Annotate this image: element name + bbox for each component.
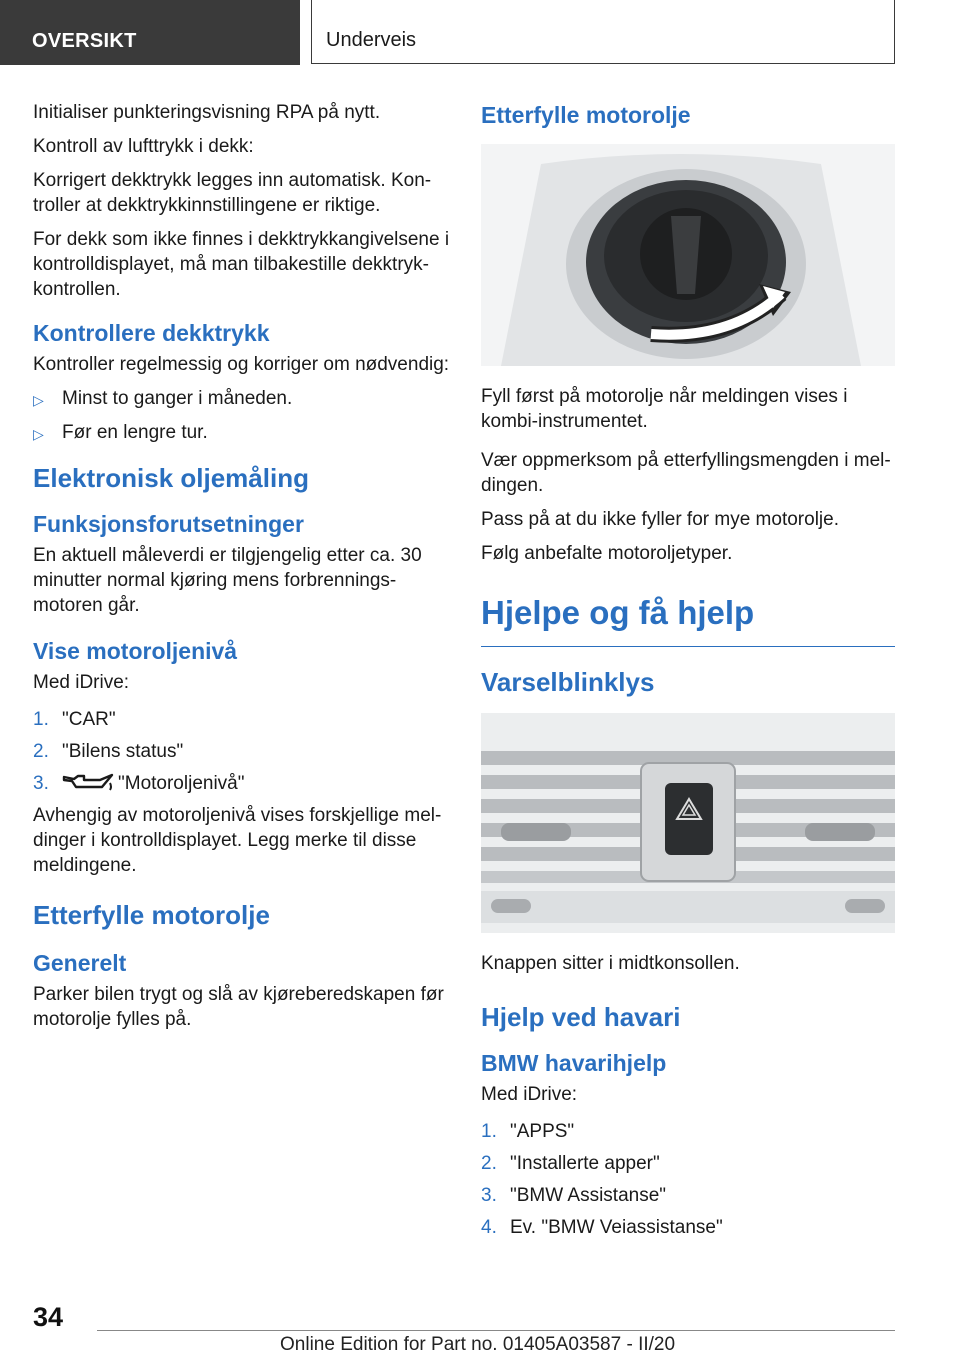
step-number: 3. <box>33 773 49 794</box>
step-text: "BMW Assistanse" <box>510 1185 667 1206</box>
footer-edition: Online Edition for Part no. 01405A03587 - II/20 <box>280 1334 676 1355</box>
oil-filler-cap-image <box>481 144 895 366</box>
right-column <box>481 100 895 1247</box>
assist-steps-list <box>481 1119 895 1240</box>
list-item <box>33 707 451 732</box>
step-number: 2. <box>481 1153 497 1174</box>
heading-breakdown-help: Hjelp ved havari <box>481 1002 681 1032</box>
paragraph-idrive-right: Med iDrive: <box>481 1084 578 1105</box>
tab-section-label: Underveis <box>326 29 417 51</box>
paragraph-corrected-pressure: Korrigert dekktrykk legges inn automatisk. Kontroller at dekktrykkinnstillingene er riktige. <box>33 170 432 216</box>
list-item <box>481 1215 895 1240</box>
step-number: 2. <box>33 741 49 762</box>
step-number: 1. <box>33 709 49 730</box>
list-item <box>481 1151 895 1176</box>
paragraph-idrive: Med iDrive: <box>33 672 130 693</box>
page-number: 34 <box>33 1302 64 1332</box>
left-column <box>33 100 451 1041</box>
paragraph-fill-amount: Vær oppmerksom på etterfyllingsmengden i meldingen. <box>481 450 891 496</box>
list-item-text: Minst to ganger i måneden. <box>62 388 293 409</box>
heading-refill-oil: Etterfylle motorolje <box>33 900 270 930</box>
list-item <box>481 1183 895 1208</box>
step-text: Ev. "BMW Veiassistanse" <box>510 1217 723 1238</box>
step-number: 3. <box>481 1185 497 1206</box>
step-text: "Bilens status" <box>62 741 184 762</box>
tab-section[interactable] <box>311 0 895 64</box>
step-text: "CAR" <box>62 709 116 730</box>
oil-steps-list <box>33 707 451 796</box>
paragraph-no-overfill: Pass på at du ikke fyller for mye motorolje. <box>481 509 839 530</box>
heading-function-requirements: Funksjonsforutsetninger <box>33 511 304 537</box>
list-item <box>33 420 451 447</box>
heading-bmw-roadside: BMW havarihjelp <box>481 1050 667 1076</box>
heading-check-tire-pressure: Kontrollere dekktrykk <box>33 320 270 346</box>
paragraph-oil-messages: Avhengig av motoroljenivå vises forskjellige meldinger i kontrolldisplayet. Legg merke til disse meldingene. <box>33 805 442 876</box>
paragraph-rpa: Initialiser punkteringsvisning RPA på nytt. <box>33 102 381 123</box>
paragraph-check-regularly: Kontroller regelmessig og korriger om nødvendig: <box>33 354 450 375</box>
heading-general: Generelt <box>33 950 127 976</box>
step-text: "Installerte apper" <box>510 1153 660 1174</box>
step-number: 4. <box>481 1217 497 1238</box>
paragraph-function: En aktuell måleverdi er tilgjengelig etter ca. 30 minutter normal kjøring mens forbrenningsmotoren går. <box>33 545 422 616</box>
heading-electronic-oil: Elektronisk oljemåling <box>33 463 309 493</box>
paragraph-air-check: Kontroll av lufttrykk i dekk: <box>33 136 254 157</box>
heading-show-oil-level: Vise motoroljenivå <box>33 638 238 664</box>
list-item-text: Før en lengre tur. <box>62 422 208 443</box>
hazard-button-image <box>481 713 895 933</box>
list-item <box>33 739 451 764</box>
check-bullet-list <box>33 386 451 447</box>
step-text: "Motoroljenivå" <box>118 773 245 794</box>
bullet-icon: ▷ <box>33 426 44 442</box>
paragraph-general: Parker bilen trygt og slå av kjøreberedskapen før motorolje fylles på. <box>33 984 444 1030</box>
heading-help: Hjelpe og få hjelp <box>481 592 895 647</box>
step-number: 1. <box>481 1121 497 1142</box>
paragraph-hazard-location: Knappen sitter i midtkonsollen. <box>481 953 740 974</box>
tab-overview[interactable] <box>0 0 300 65</box>
paragraph-fill-when-message: Fyll først på motorolje når meldingen vises i kombi-instrumentet. <box>481 386 848 432</box>
list-item <box>33 386 451 413</box>
heading-refill-oil-right: Etterfylle motorolje <box>481 102 691 128</box>
paragraph-reset-tpm: For dekk som ikke finnes i dekktrykkangivelsene i kontrolldisplayet, må man tilbakestille dekktrykkontrollen. <box>33 229 450 300</box>
tab-overview-label: OVERSIKT <box>32 30 137 52</box>
list-item <box>33 771 451 796</box>
footer-divider <box>97 1330 895 1331</box>
step-text: "APPS" <box>510 1121 575 1142</box>
oil-can-icon <box>62 771 114 793</box>
bullet-icon: ▷ <box>33 392 44 408</box>
paragraph-oil-types: Følg anbefalte motoroljetyper. <box>481 543 733 564</box>
heading-hazard-lights: Varselblinklys <box>481 667 655 697</box>
list-item <box>481 1119 895 1144</box>
